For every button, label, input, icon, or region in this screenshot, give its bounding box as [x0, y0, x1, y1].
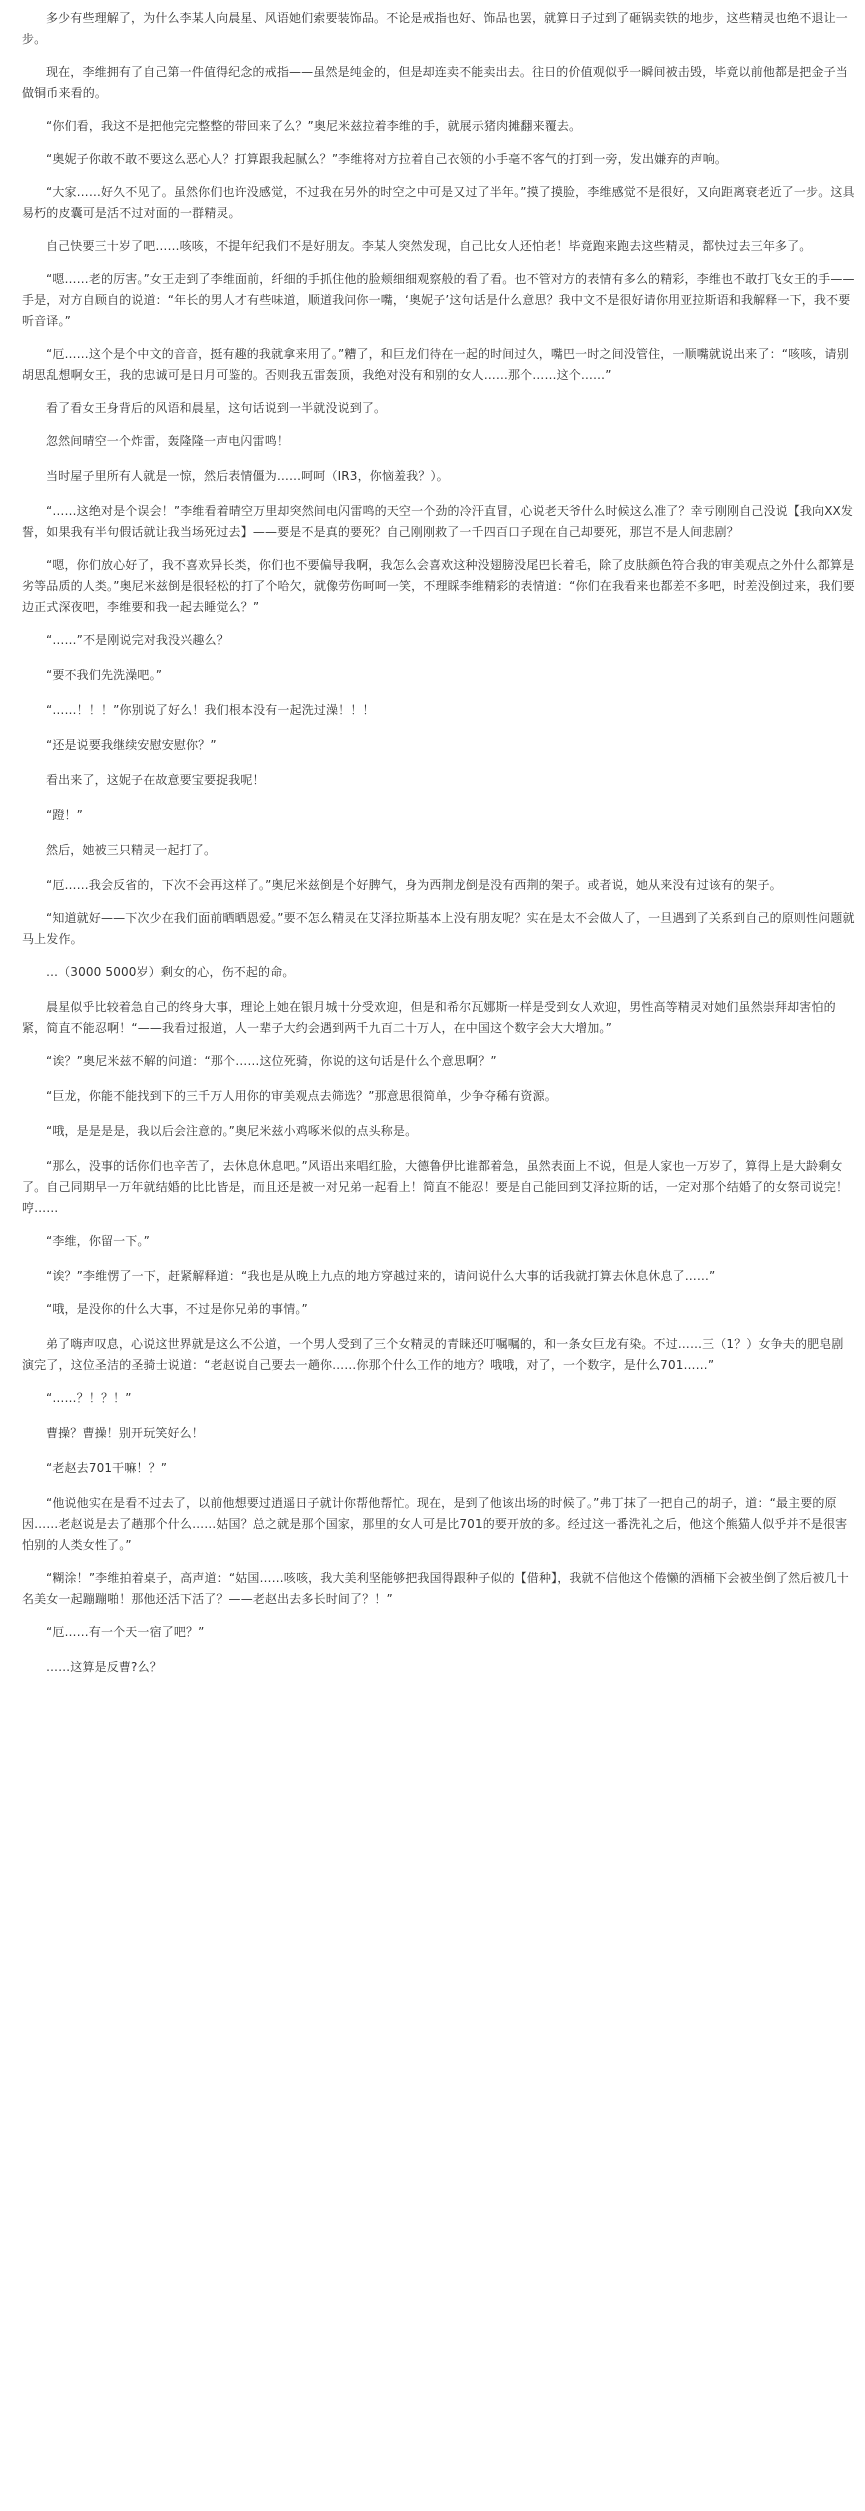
paragraph: 弟了嗨声叹息，心说这世界就是这么不公道，一个男人受到了三个女精灵的青睐还叮嘱嘱的，和一条女巨龙有染。不过……三（1？）女争夫的肥皂剧演完了，这位圣洁的圣骑士说道：“老赵说自己要去一趟你……你那个什么工作的地方？哦哦，对了，一个数字，是什么701……”	[22, 1337, 844, 1372]
paragraph: “老赵去701干嘛！？”	[46, 1461, 168, 1475]
paragraph: “李维，你留一下。”	[46, 1234, 150, 1248]
paragraph: “奥妮子你敢不敢不要这么恶心人？打算跟我起腻么？”李维将对方拉着自己衣领的小手毫不客气的打到一旁，发出嫌弃的声响。	[46, 152, 727, 166]
paragraph: “嗯……老的厉害。”女王走到了李维面前，纤细的手抓住他的脸颊细细观察般的看了看。也不管对方的表情有多么的精彩，李维也不敢打飞女王的手——手是，对方自顾自的说道：“年长的男人才有些味道，顺道我问你一嘴，‘奥妮子’这句话是什么意思？我中文不是很好请你用亚拉斯语和我解释一下，我不要听音译。”	[22, 272, 855, 328]
paragraph: “大家……好久不见了。虽然你们也许没感觉，不过我在另外的时空之中可是又过了半年。”摸了摸脸，李维感觉不是很好，又向距离衰老近了一步。这具易朽的皮囊可是活不过对面的一群精灵。	[22, 185, 855, 220]
paragraph: “嗯，你们放心好了，我不喜欢异长类，你们也不要偏导我啊，我怎么会喜欢这种没翅膀没尾巴长着毛，除了皮肤颜色符合我的审美观点之外什么都算是劣等品质的人类。”奥尼米兹倒是很轻松的打了个哈欠，就像劳伤呵呵一笑，不理睬李维精彩的表情道：“你们在我看来也都差不多吧，时差没倒过来，我们要边正式深夜吧，李维要和我一起去睡觉么？”	[22, 558, 855, 614]
paragraph: 多少有些理解了，为什么李某人向晨星、风语她们索要装饰品。不论是戒指也好、饰品也罢，就算日子过到了砸锅卖铁的地步，这些精灵也绝不退让一步。	[22, 11, 848, 46]
paragraph: “还是说要我继续安慰安慰你？”	[46, 738, 217, 752]
paragraph: 当时屋子里所有人就是一惊，然后表情僵为……呵呵（IR3，你恼羞我？）。	[46, 469, 449, 483]
paragraph: “那么，没事的话你们也辛苦了，去休息休息吧。”风语出来唱红脸，大德鲁伊比谁都着急，虽然表面上不说，但是人家也一万岁了，算得上是大龄剩女了。自己同期早一万年就结婚的比比皆是，而且还是被一对兄弟一起看上！简直不能忍！要是自己能回到艾泽拉斯的话，一定对那个结婚了的女祭司说完！哼……	[22, 1159, 849, 1215]
paragraph: “他说他实在是看不过去了，以前他想要过逍遥日子就计你帮他帮忙。现在，是到了他该出场的时候了。”弗丁抹了一把自己的胡子，道：“最主要的原因……老赵说是去了趟那个什么……姑国？总之就是那个国家，那里的女人可是比701的要开放的多。经过这一番洗礼之后，他这个熊猫人似乎并不是很害怕别的人类女性了。”	[22, 1496, 848, 1552]
paragraph: “诶？”李维愣了一下，赶紧解释道：“我也是从晚上九点的地方穿越过来的，请问说什么大事的话我就打算去休息休息了……”	[46, 1269, 716, 1283]
paragraph: “糊涂！”李维拍着桌子，高声道：“姑国……咳咳，我大美利坚能够把我国得跟种子似的【借种】，我就不信他这个倦懒的酒桶下会被坐倒了然后被几十名美女一起蹦蹦啪！那他还活下活了？——老赵出去多长时间了？！”	[22, 1571, 849, 1606]
paragraph: “……？！？！”	[46, 1391, 132, 1405]
paragraph: 现在，李维拥有了自己第一件值得纪念的戒指——虽然是纯金的，但是却连卖不能卖出去。往日的价值观似乎一瞬间被击毁，毕竟以前他都是把金子当做铜币来看的。	[22, 65, 848, 100]
paragraph: “厄……有一个天一宿了吧？”	[46, 1625, 205, 1639]
paragraph: “……！！！”你别说了好么！我们根本没有一起洗过澡！！！	[46, 703, 375, 717]
paragraph: “……这绝对是个误会！”李维看着晴空万里却突然间电闪雷鸣的天空一个劲的冷汗直冒，心说老天爷什么时候这么准了？幸亏刚刚自己没说【我向XX发誓，如果我有半句假话就让我当场死过去】——要是不是真的要死？自己刚刚救了一千四百口子现在自己却要死，那岂不是人间悲剧？	[22, 504, 854, 539]
paragraph: …（3000 5000岁）剩女的心，伤不起的命。	[46, 965, 295, 979]
paragraph: ……这算是反曹?么？	[46, 1660, 162, 1674]
paragraph: 自己快要三十岁了吧……咳咳，不提年纪我们不是好朋友。李某人突然发现，自己比女人还怕老！毕竟跑来跑去这些精灵，都快过去三年多了。	[46, 239, 812, 253]
paragraph: “蹬！”	[46, 808, 84, 822]
paragraph: “厄……这个是个中文的音音，挺有趣的我就拿来用了。”糟了，和巨龙们待在一起的时间过久，嘴巴一时之间没管住，一顺嘴就说出来了：“咳咳，请别胡思乱想啊女王，我的忠诚可是日月可鉴的。否则我五雷轰顶，我绝对没有和别的女人……那个……这个……”	[22, 347, 849, 382]
paragraph: 忽然间晴空一个炸雷，轰隆隆一声电闪雷鸣！	[46, 434, 290, 448]
paragraph: “厄……我会反省的，下次不会再这样了。”奥尼米兹倒是个好脾气，身为西荆龙倒是没有西荆的架子。或者说，她从来没有过该有的架子。	[46, 878, 782, 892]
paragraph: “诶？”奥尼米兹不解的问道：“那个……这位死骑，你说的这句话是什么个意思啊？”	[46, 1054, 497, 1068]
paragraph: 看了看女王身背后的风语和晨星，这句话说到一半就没说到了。	[46, 401, 387, 415]
paragraph: 然后，她被三只精灵一起打了。	[46, 843, 217, 857]
paragraph: “……”不是刚说完对我没兴趣么？	[46, 633, 229, 647]
paragraph: “知道就好——下次少在我们面前晒晒恩爱。”要不怎么精灵在艾泽拉斯基本上没有朋友呢？实在是太不会做人了，一旦遇到了关系到自己的原则性问题就马上发作。	[22, 911, 855, 946]
paragraph: “你们看，我这不是把他完完整整的带回来了么？”奥尼米兹拉着李维的手，就展示猪肉摊翻来覆去。	[46, 119, 582, 133]
paragraph: “哦，是没你的什么大事，不过是你兄弟的事情。”	[46, 1302, 308, 1316]
paragraph: “哦，是是是是，我以后会注意的。”奥尼米兹小鸡啄米似的点头称是。	[46, 1124, 418, 1138]
paragraph: “巨龙，你能不能找到下的三千万人用你的审美观点去筛选？”那意思很简单，少争夺稀有资源。	[46, 1089, 557, 1103]
paragraph: “要不我们先洗澡吧。”	[46, 668, 163, 682]
paragraph: 晨星似乎比较着急自己的终身大事，理论上她在银月城十分受欢迎，但是和希尔瓦娜斯一样是受到女人欢迎，男性高等精灵对她们虽然崇拜却害怕的紧，简直不能忍啊！“——我看过报道，人一辈子大约会遇到两千九百二十万人，在中国这个数字会大大增加。”	[22, 1000, 836, 1035]
paragraph: 看出来了，这妮子在故意要宝要捉我呢！	[46, 773, 265, 787]
paragraph: 曹操？曹操！别开玩笑好么！	[46, 1426, 204, 1440]
